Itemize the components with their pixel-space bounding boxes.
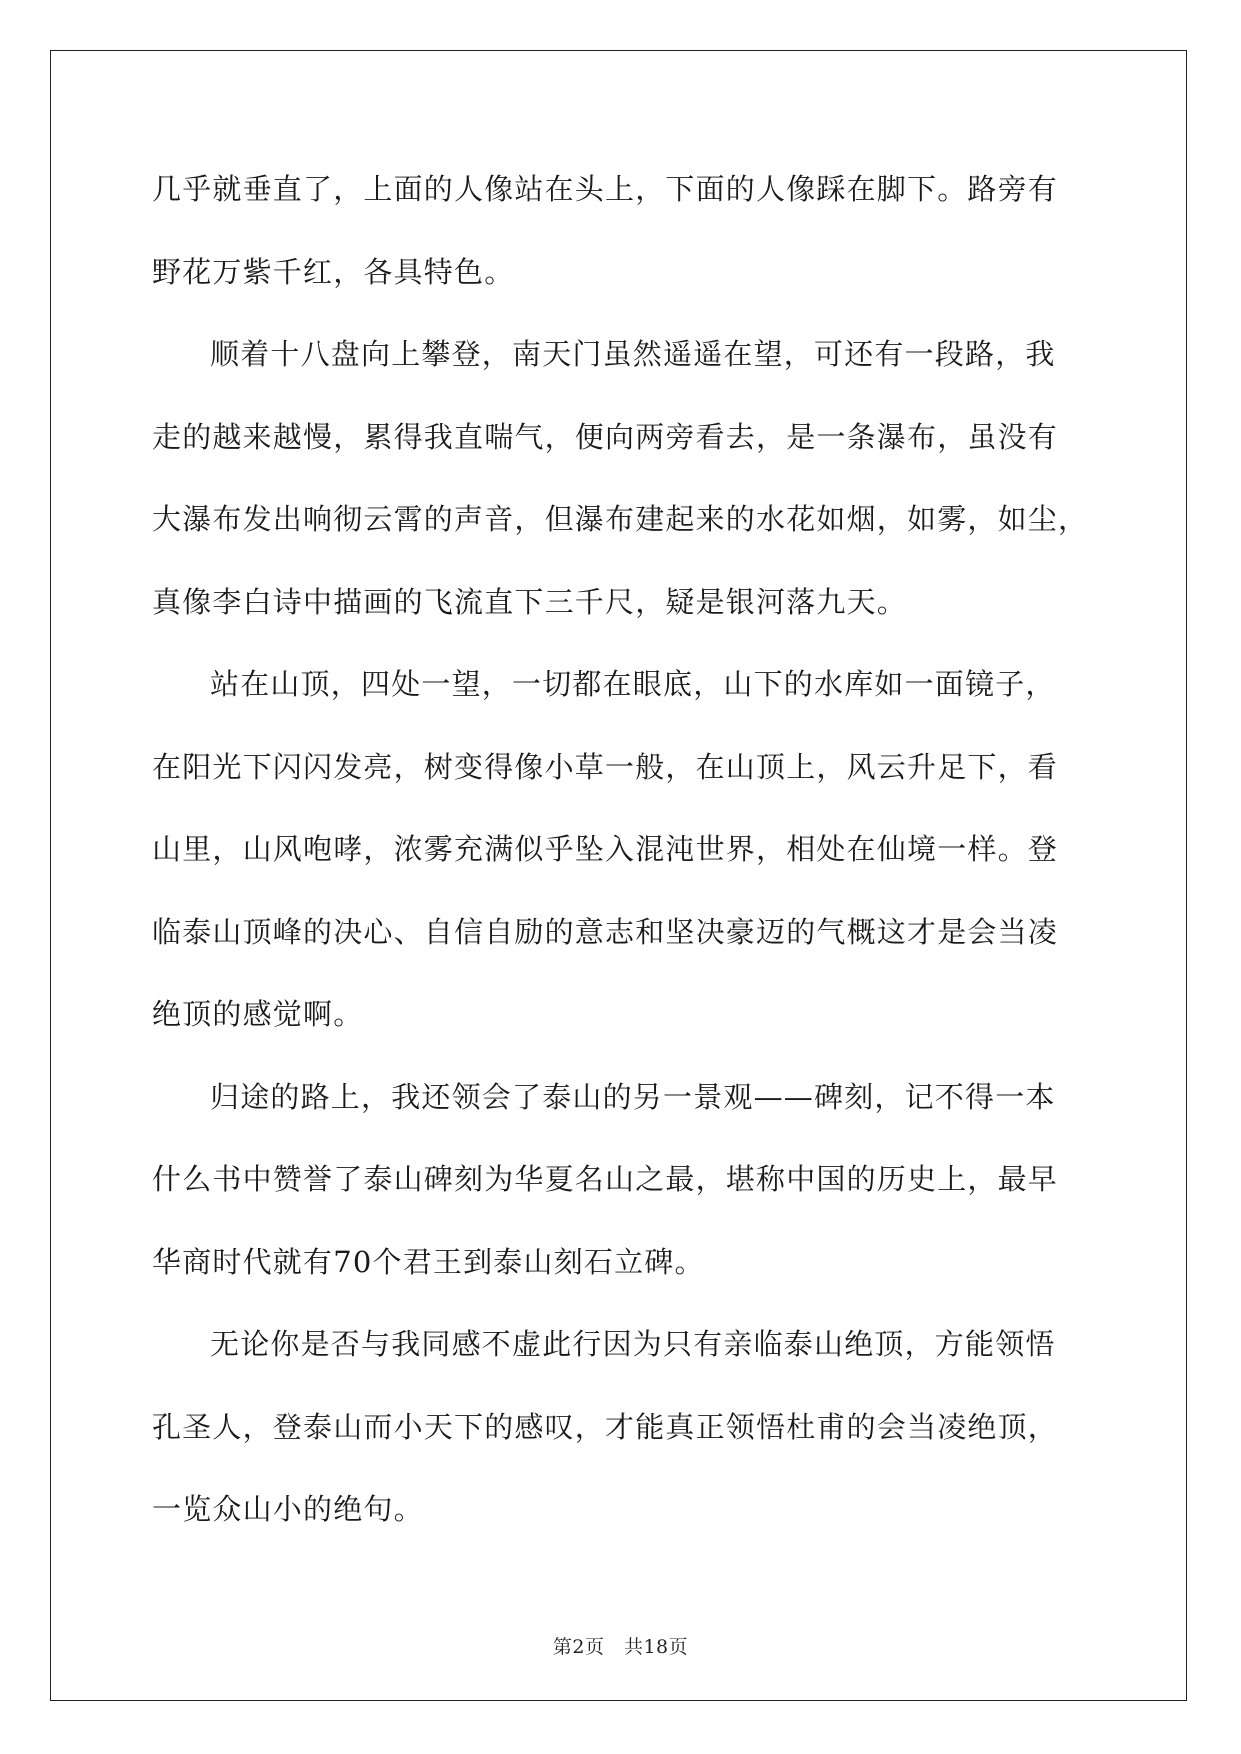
text-line: 几乎就垂直了，上面的人像站在头上，下面的人像踩在脚下。路旁有	[152, 172, 1059, 206]
text-line: 绝顶的感觉啊。	[152, 997, 364, 1031]
text-line: 山里，山风咆哮，浓雾充满似乎坠入混沌世界，相处在仙境一样。登	[152, 832, 1059, 866]
text-line: 什么书中赞誉了泰山碑刻为华夏名山之最，堪称中国的历史上，最早	[152, 1162, 1059, 1196]
paragraph-start-line: 顺着十八盘向上攀登，南天门虽然遥遥在望，可还有一段路，我	[210, 337, 1056, 371]
paragraph-start-line: 无论你是否与我同感不虚此行因为只有亲临泰山绝顶，方能领悟	[210, 1327, 1056, 1361]
paragraph-start-line: 站在山顶，四处一望，一切都在眼底，山下的水库如一面镜子，	[210, 667, 1056, 701]
text-line: 孔圣人，登泰山而小天下的感叹，才能真正领悟杜甫的会当凌绝顶，	[152, 1409, 1059, 1444]
text-line: 一览众山小的绝句。	[152, 1492, 424, 1526]
text-line: 走的越来越慢，累得我直喘气，便向两旁看去，是一条瀑布，虽没有	[152, 419, 1059, 454]
document-body	[152, 164, 1092, 1567]
page-number-footer: 第2页 共18页	[552, 1636, 689, 1658]
text-line: 临泰山顶峰的决心、自信自励的意志和坚决豪迈的气概这才是会当凌	[152, 914, 1059, 949]
text-line: 在阳光下闪闪发亮，树变得像小草一般，在山顶上，风云升足下，看	[152, 749, 1059, 784]
text-line: 野花万紫千红，各具特色。	[152, 254, 515, 289]
text-line: 真像李白诗中描画的飞流直下三千尺，疑是银河落九天。	[152, 584, 908, 619]
text-line: 大瀑布发出响彻云霄的声音，但瀑布建起来的水花如烟，如雾，如尘，	[152, 502, 1089, 536]
text-line: 华商时代就有70个君王到泰山刻石立碑。	[152, 1244, 705, 1279]
paragraph-start-line: 归途的路上，我还领会了泰山的另一景观——碑刻，记不得一本	[210, 1079, 1056, 1114]
